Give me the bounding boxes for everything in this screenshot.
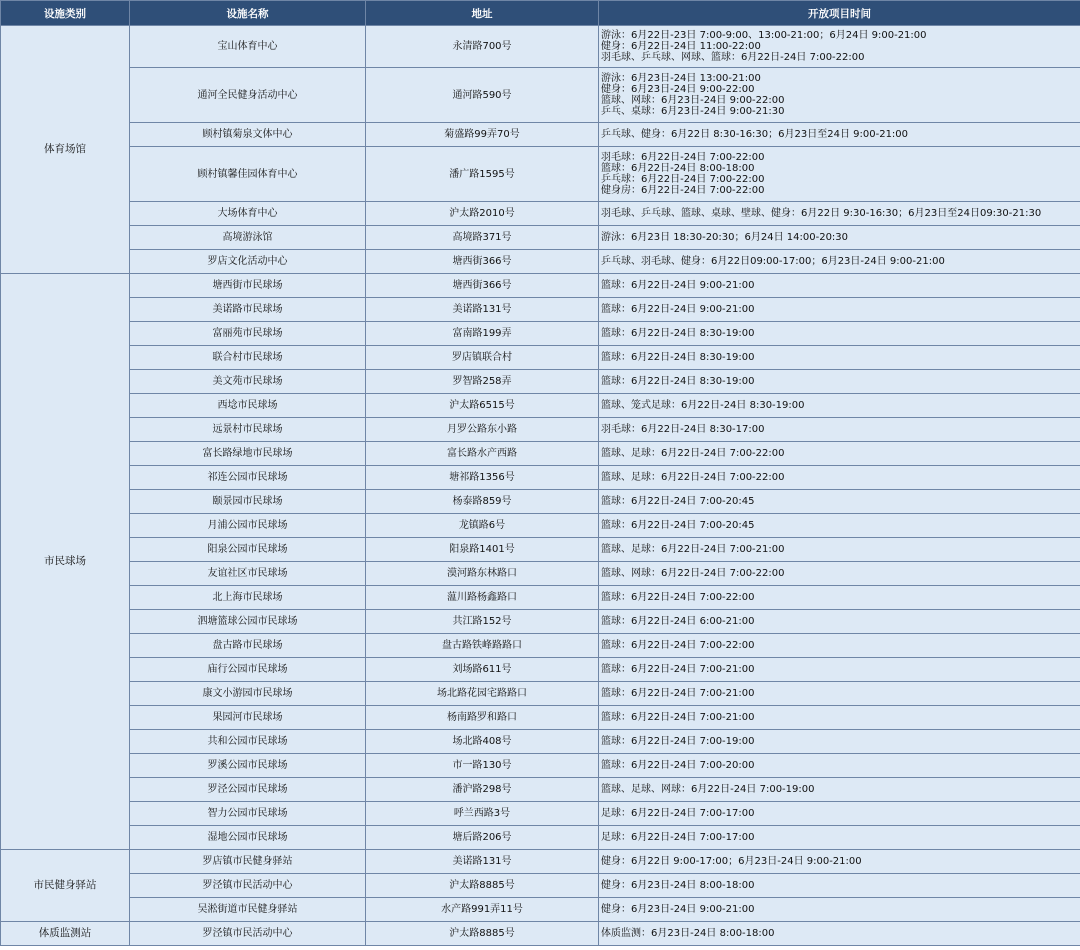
address-cell: 沪太路6515号 — [366, 394, 599, 418]
open-time-line: 健身：6月23日-24日 8:00-18:00 — [601, 880, 755, 891]
facility-name-cell: 富长路绿地市民球场 — [130, 442, 366, 466]
open-time-line: 游泳：6月23日 18:30-20:30；6月24日 14:00-20:30 — [601, 232, 849, 243]
table-row — [1, 658, 1080, 682]
table-row — [1, 754, 1080, 778]
facility-name-cell: 智力公园市民球场 — [130, 802, 366, 826]
open-times-cell — [599, 562, 1080, 586]
facility-name-cell: 友谊社区市民球场 — [130, 562, 366, 586]
facility-name-cell: 泗塘篮球公园市民球场 — [130, 610, 366, 634]
address-cell: 沪太路8885号 — [366, 874, 599, 898]
address-cell: 通河路590号 — [366, 68, 599, 123]
open-times-cell — [599, 634, 1080, 658]
address-cell: 塘后路206号 — [366, 826, 599, 850]
open-times-cell — [599, 250, 1080, 274]
facility-name-cell: 美诺路市民球场 — [130, 298, 366, 322]
address-cell: 盘古路铁峰路路口 — [366, 634, 599, 658]
facility-name-cell: 罗泾镇市民活动中心 — [130, 922, 366, 946]
table-row — [1, 514, 1080, 538]
address-cell: 月罗公路东小路 — [366, 418, 599, 442]
open-times-cell — [599, 418, 1080, 442]
facility-name-cell: 富丽苑市民球场 — [130, 322, 366, 346]
facility-name-cell: 联合村市民球场 — [130, 346, 366, 370]
table-row — [1, 634, 1080, 658]
table-row — [1, 274, 1080, 298]
facility-name-cell: 康文小游园市民球场 — [130, 682, 366, 706]
facility-name-cell: 盘古路市民球场 — [130, 634, 366, 658]
open-time-line: 篮球：6月22日-24日 7:00-22:00 — [601, 592, 755, 603]
open-time-line: 羽毛球：6月22日-24日 7:00-22:00 — [601, 152, 765, 163]
open-times-cell — [599, 802, 1080, 826]
facility-name-cell: 颐景园市民球场 — [130, 490, 366, 514]
table-row — [1, 147, 1080, 202]
open-times-cell — [599, 658, 1080, 682]
open-time-line: 篮球：6月22日-24日 8:30-19:00 — [601, 328, 755, 339]
open-times-cell — [599, 147, 1080, 202]
open-time-line: 篮球：6月22日-24日 7:00-20:45 — [601, 496, 755, 507]
open-time-line: 健身房：6月22日-24日 7:00-22:00 — [601, 185, 765, 196]
open-time-line: 游泳：6月23日-24日 13:00-21:00 — [601, 73, 761, 84]
open-time-line: 乒乓、桌球：6月23日-24日 9:00-21:30 — [601, 106, 785, 117]
facility-name-cell: 北上海市民球场 — [130, 586, 366, 610]
open-time-line: 足球：6月22日-24日 7:00-17:00 — [601, 808, 755, 819]
facility-name-cell: 通河全民健身活动中心 — [130, 68, 366, 123]
open-time-line: 羽毛球、乒乓球、网球、篮球：6月22日-24日 7:00-22:00 — [601, 52, 865, 63]
address-cell: 呼兰西路3号 — [366, 802, 599, 826]
address-cell: 市一路130号 — [366, 754, 599, 778]
open-times-cell — [599, 226, 1080, 250]
open-time-line: 篮球、网球：6月23日-24日 9:00-22:00 — [601, 95, 785, 106]
address-cell: 杨泰路859号 — [366, 490, 599, 514]
open-time-line: 篮球：6月22日-24日 8:30-19:00 — [601, 376, 755, 387]
header-times: 开放项目时间 — [599, 1, 1080, 26]
address-cell: 富南路199弄 — [366, 322, 599, 346]
facility-name-cell: 庙行公园市民球场 — [130, 658, 366, 682]
open-time-line: 篮球：6月22日-24日 8:30-19:00 — [601, 352, 755, 363]
open-time-line: 篮球：6月22日-24日 9:00-21:00 — [601, 304, 755, 315]
open-time-line: 篮球、网球：6月22日-24日 7:00-22:00 — [601, 568, 785, 579]
table-row — [1, 562, 1080, 586]
address-cell: 美诺路131号 — [366, 850, 599, 874]
address-cell: 永清路700号 — [366, 26, 599, 68]
open-time-line: 健身：6月22日 9:00-17:00；6月23日-24日 9:00-21:00 — [601, 856, 862, 867]
header-row — [1, 1, 1080, 26]
table-row — [1, 874, 1080, 898]
address-cell: 罗店镇联合村 — [366, 346, 599, 370]
address-cell: 水产路991弄11号 — [366, 898, 599, 922]
address-cell: 漠河路东林路口 — [366, 562, 599, 586]
open-time-line: 篮球、足球：6月22日-24日 7:00-22:00 — [601, 448, 785, 459]
open-time-line: 足球：6月22日-24日 7:00-17:00 — [601, 832, 755, 843]
open-time-line: 健身：6月23日-24日 9:00-21:00 — [601, 904, 755, 915]
address-cell: 刘场路611号 — [366, 658, 599, 682]
address-cell: 沪太路8885号 — [366, 922, 599, 946]
facility-name-cell: 湿地公园市民球场 — [130, 826, 366, 850]
open-times-cell — [599, 586, 1080, 610]
open-times-cell — [599, 202, 1080, 226]
open-times-cell — [599, 274, 1080, 298]
address-cell: 沪太路2010号 — [366, 202, 599, 226]
table-body — [1, 26, 1080, 946]
address-cell: 富长路水产西路 — [366, 442, 599, 466]
open-times-cell — [599, 850, 1080, 874]
open-time-line: 篮球：6月22日-24日 7:00-20:45 — [601, 520, 755, 531]
open-times-cell — [599, 322, 1080, 346]
header-address: 地址 — [366, 1, 599, 26]
address-cell: 共江路152号 — [366, 610, 599, 634]
open-time-line: 健身：6月22日-24日 11:00-22:00 — [601, 41, 761, 52]
address-cell: 场北路408号 — [366, 730, 599, 754]
address-cell: 塘祁路1356号 — [366, 466, 599, 490]
facility-name-cell: 顾村镇馨佳园体育中心 — [130, 147, 366, 202]
table-row — [1, 706, 1080, 730]
facility-name-cell: 美文苑市民球场 — [130, 370, 366, 394]
open-times-cell — [599, 730, 1080, 754]
open-time-line: 篮球：6月22日-24日 7:00-21:00 — [601, 712, 755, 723]
table-row — [1, 538, 1080, 562]
address-cell: 龙镇路6号 — [366, 514, 599, 538]
open-time-line: 游泳：6月22日-23日 7:00-9:00、13:00-21:00；6月24日 9:00-21:00 — [601, 30, 927, 41]
table-row — [1, 898, 1080, 922]
header-name: 设施名称 — [130, 1, 366, 26]
table-row — [1, 202, 1080, 226]
address-cell: 阳泉路1401号 — [366, 538, 599, 562]
open-times-cell — [599, 826, 1080, 850]
facility-name-cell: 罗店镇市民健身驿站 — [130, 850, 366, 874]
open-time-line: 篮球：6月22日-24日 7:00-19:00 — [601, 736, 755, 747]
open-times-cell — [599, 514, 1080, 538]
open-times-cell — [599, 298, 1080, 322]
table-row — [1, 394, 1080, 418]
table-row — [1, 26, 1080, 68]
address-cell: 美诺路131号 — [366, 298, 599, 322]
facility-name-cell: 吴淞街道市民健身驿站 — [130, 898, 366, 922]
open-time-line: 篮球：6月22日-24日 8:00-18:00 — [601, 163, 755, 174]
table-row — [1, 418, 1080, 442]
facility-name-cell: 月浦公园市民球场 — [130, 514, 366, 538]
table-row — [1, 610, 1080, 634]
open-time-line: 健身：6月23日-24日 9:00-22:00 — [601, 84, 755, 95]
table-row — [1, 730, 1080, 754]
open-times-cell — [599, 442, 1080, 466]
address-cell: 罗智路258弄 — [366, 370, 599, 394]
open-times-cell — [599, 610, 1080, 634]
open-times-cell — [599, 346, 1080, 370]
open-time-line: 篮球：6月22日-24日 7:00-22:00 — [601, 640, 755, 651]
address-cell: 潘广路1595号 — [366, 147, 599, 202]
category-cell: 市民健身驿站 — [1, 850, 130, 922]
category-cell: 市民球场 — [1, 274, 130, 850]
facility-name-cell: 罗泾镇市民活动中心 — [130, 874, 366, 898]
address-cell: 杨南路罗和路口 — [366, 706, 599, 730]
open-times-cell — [599, 26, 1080, 68]
table-row — [1, 802, 1080, 826]
table-row — [1, 466, 1080, 490]
facility-name-cell: 罗溪公园市民球场 — [130, 754, 366, 778]
open-time-line: 篮球：6月22日-24日 7:00-21:00 — [601, 688, 755, 699]
table-row — [1, 778, 1080, 802]
table-row — [1, 682, 1080, 706]
table-row — [1, 586, 1080, 610]
open-time-line: 篮球、笼式足球：6月22日-24日 8:30-19:00 — [601, 400, 805, 411]
open-times-cell — [599, 370, 1080, 394]
table-row — [1, 370, 1080, 394]
open-time-line: 体质监测：6月23日-24日 8:00-18:00 — [601, 928, 775, 939]
open-times-cell — [599, 706, 1080, 730]
facility-name-cell: 高境游泳馆 — [130, 226, 366, 250]
open-times-cell — [599, 754, 1080, 778]
address-cell: 塘西街366号 — [366, 250, 599, 274]
address-cell: 潘沪路298号 — [366, 778, 599, 802]
open-time-line: 篮球：6月22日-24日 9:00-21:00 — [601, 280, 755, 291]
facility-name-cell: 大场体育中心 — [130, 202, 366, 226]
open-time-line: 乒乓球、羽毛球、健身：6月22日09:00-17:00；6月23日-24日 9:00-21:00 — [601, 256, 945, 267]
open-time-line: 篮球：6月22日-24日 7:00-21:00 — [601, 664, 755, 675]
open-times-cell — [599, 922, 1080, 946]
table-row — [1, 226, 1080, 250]
open-time-line: 篮球：6月22日-24日 7:00-20:00 — [601, 760, 755, 771]
table-row — [1, 922, 1080, 946]
open-times-cell — [599, 682, 1080, 706]
facility-name-cell: 宝山体育中心 — [130, 26, 366, 68]
open-time-line: 羽毛球：6月22日-24日 8:30-17:00 — [601, 424, 765, 435]
address-cell: 场北路花园宅路路口 — [366, 682, 599, 706]
table-row — [1, 298, 1080, 322]
address-cell: 塘西街366号 — [366, 274, 599, 298]
facility-name-cell: 西埝市民球场 — [130, 394, 366, 418]
address-cell: 蕰川路杨鑫路口 — [366, 586, 599, 610]
open-time-line: 篮球：6月22日-24日 6:00-21:00 — [601, 616, 755, 627]
open-time-line: 羽毛球、乒乓球、篮球、桌球、壁球、健身：6月22日 9:30-16:30；6月23日至24日09:30-21:30 — [601, 208, 1042, 219]
open-time-line: 篮球、足球：6月22日-24日 7:00-21:00 — [601, 544, 785, 555]
facility-name-cell: 阳泉公园市民球场 — [130, 538, 366, 562]
facility-name-cell: 果园河市民球场 — [130, 706, 366, 730]
category-cell: 体质监测站 — [1, 922, 130, 946]
facility-name-cell: 远景村市民球场 — [130, 418, 366, 442]
facility-name-cell: 塘西街市民球场 — [130, 274, 366, 298]
table-row — [1, 490, 1080, 514]
table-row — [1, 850, 1080, 874]
open-times-cell — [599, 394, 1080, 418]
open-times-cell — [599, 538, 1080, 562]
open-times-cell — [599, 778, 1080, 802]
open-times-cell — [599, 874, 1080, 898]
facility-name-cell: 罗泾公园市民球场 — [130, 778, 366, 802]
facility-name-cell: 共和公园市民球场 — [130, 730, 366, 754]
open-times-cell — [599, 466, 1080, 490]
table-row — [1, 442, 1080, 466]
facility-name-cell: 罗店文化活动中心 — [130, 250, 366, 274]
table-row — [1, 322, 1080, 346]
open-time-line: 篮球、足球、网球：6月22日-24日 7:00-19:00 — [601, 784, 815, 795]
address-cell: 菊盛路99弄70号 — [366, 123, 599, 147]
table-row — [1, 346, 1080, 370]
header-category: 设施类别 — [1, 1, 130, 26]
open-times-cell — [599, 490, 1080, 514]
table-row — [1, 826, 1080, 850]
table-row — [1, 250, 1080, 274]
open-times-cell — [599, 898, 1080, 922]
address-cell: 高境路371号 — [366, 226, 599, 250]
facility-name-cell: 祁连公园市民球场 — [130, 466, 366, 490]
facility-name-cell: 顾村镇菊泉文体中心 — [130, 123, 366, 147]
open-time-line: 篮球、足球：6月22日-24日 7:00-22:00 — [601, 472, 785, 483]
category-cell: 体育场馆 — [1, 26, 130, 274]
table-row — [1, 68, 1080, 123]
table-row — [1, 123, 1080, 147]
open-time-line: 乒乓球：6月22日-24日 7:00-22:00 — [601, 174, 765, 185]
open-times-cell — [599, 68, 1080, 123]
open-time-line: 乒乓球、健身：6月22日 8:30-16:30；6月23日至24日 9:00-21:00 — [601, 129, 909, 140]
open-times-cell — [599, 123, 1080, 147]
